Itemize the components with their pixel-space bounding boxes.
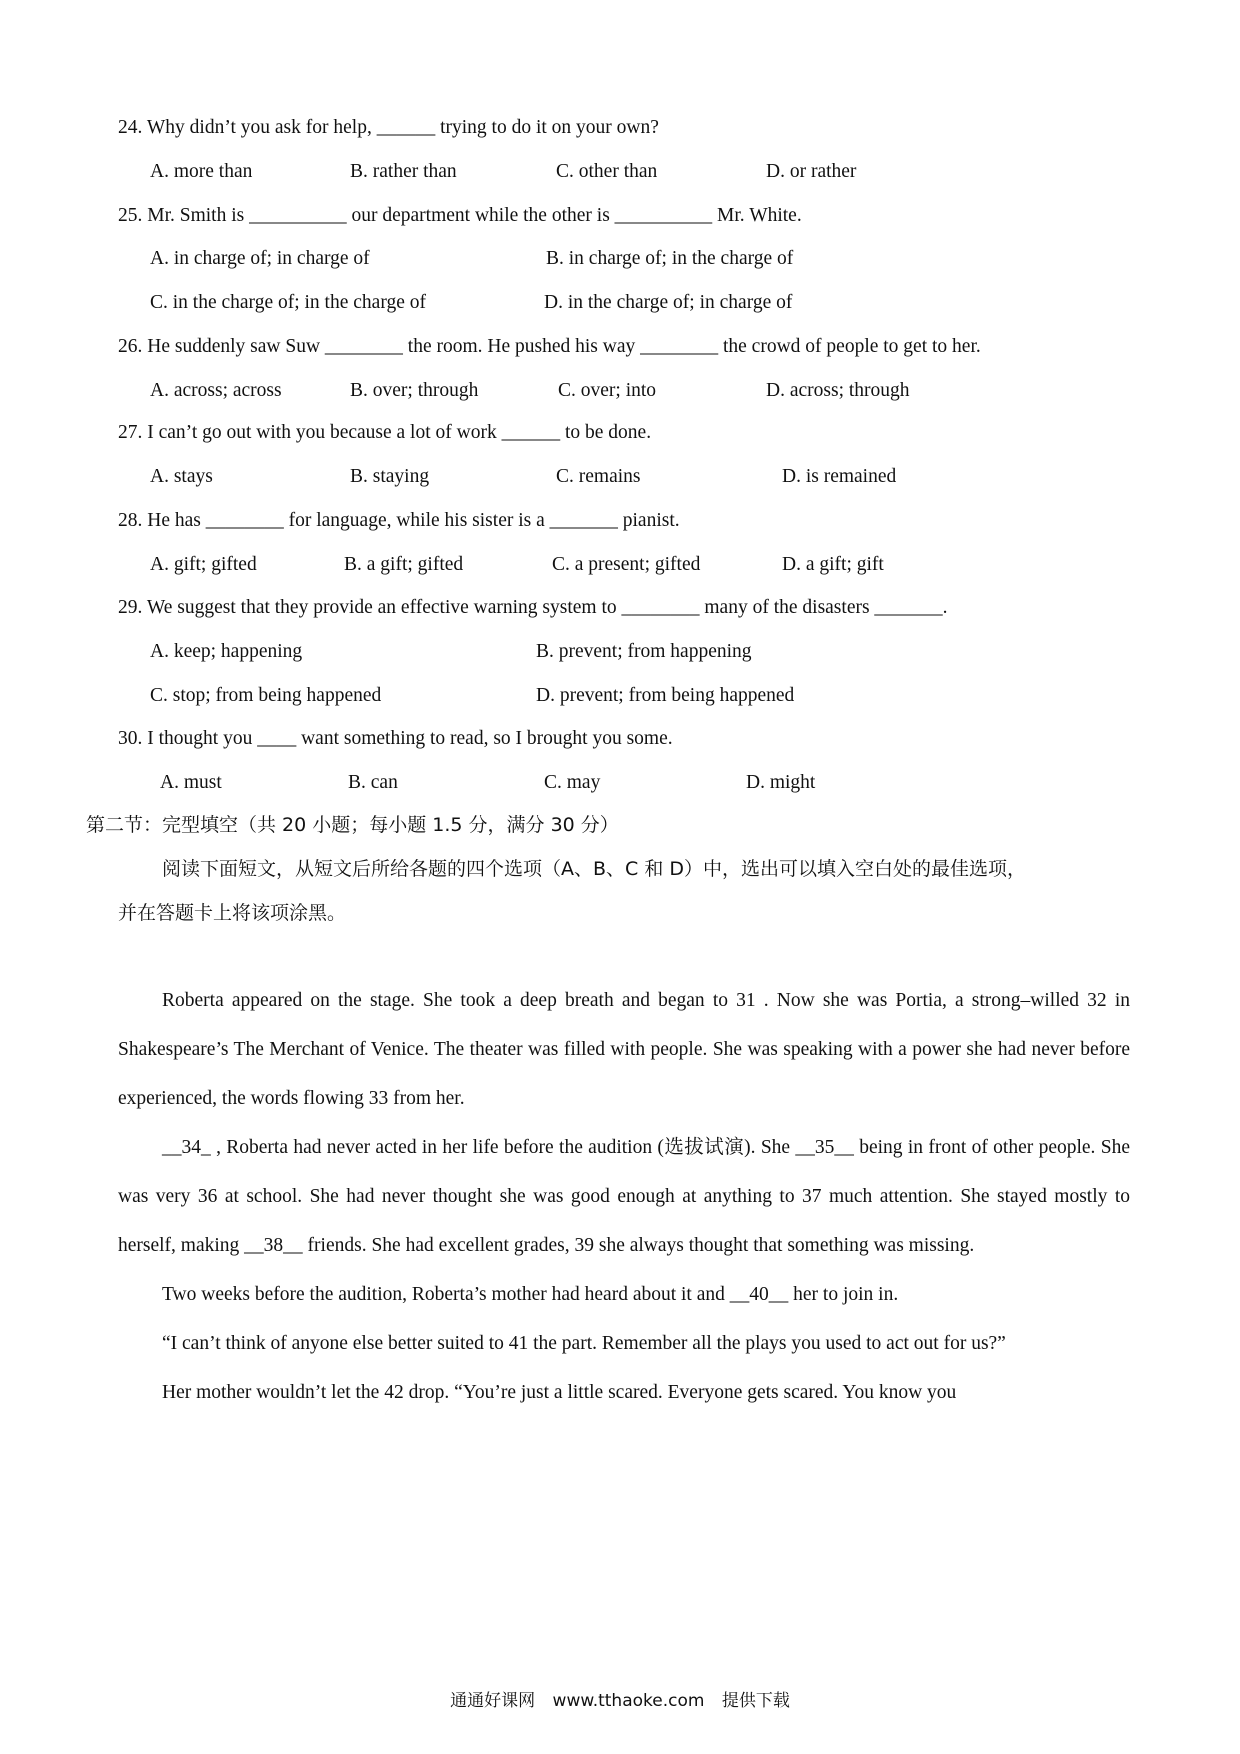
footer-site-name: 通通好课网	[450, 1691, 536, 1711]
q29-option-c: C. stop; from being happened	[150, 685, 382, 706]
q28-option-c: C. a present; gifted	[552, 554, 701, 575]
passage-paragraph-5: Her mother wouldn’t let the 42 drop. “You’re just a little scared. Everyone gets scared. You know you	[162, 1382, 957, 1403]
q29-option-b: B. prevent; from happening	[536, 641, 752, 662]
question-25: 25. Mr. Smith is __________ our department while the other is __________ Mr. White.	[118, 205, 802, 226]
page-footer	[0, 1686, 1240, 1711]
passage-paragraph-1: Roberta appeared on the stage. She took a deep breath and began to 31 . Now she was Portia, a strong–willed 32 in Shakespeare’s The Merchant of Venice. The theater was filled with people. She was speaking with a power she had never before experienced, the words flowing 33 from her.	[118, 990, 1130, 1109]
passage-paragraph-2: __34_ , Roberta had never acted in her life before the audition (选拔试演). She __35__ being in front of other people. She was very 36 at school. She had never thought she was good enough at anything to 37 much attention. She stayed mostly to herself, making __38__ friends. She had excellent grades, 39 she always thought that something was missing.	[118, 1137, 1130, 1256]
q30-option-a: A. must	[160, 772, 222, 793]
q29-option-a: A. keep; happening	[150, 641, 303, 662]
section-instruction-line1: 阅读下面短文，从短文后所给各题的四个选项（A、B、C 和 D）中，选出可以填入空白处的最佳选项，	[162, 858, 1027, 880]
q25-option-b: B. in charge of; in the charge of	[546, 248, 794, 269]
cloze-passage	[118, 976, 1130, 1417]
passage-paragraph-3: Two weeks before the audition, Roberta’s mother had heard about it and __40__ her to join in.	[162, 1284, 899, 1305]
q26-option-d: D. across; through	[766, 380, 910, 401]
footer-suffix: 提供下载	[721, 1691, 790, 1711]
q28-option-b: B. a gift; gifted	[344, 554, 464, 575]
q26-option-b: B. over; through	[350, 380, 479, 401]
footer-url[interactable]: www.tthaoke.com	[552, 1691, 705, 1711]
question-28: 28. He has ________ for language, while his sister is a _______ pianist.	[118, 510, 680, 531]
question-30: 30. I thought you ____ want something to read, so I brought you some.	[118, 728, 673, 749]
q28-option-a: A. gift; gifted	[150, 554, 257, 575]
question-26: 26. He suddenly saw Suw ________ the room. He pushed his way ________ the crowd of people to get to her.	[118, 336, 981, 357]
q30-option-b: B. can	[348, 772, 398, 793]
section-instruction-line2: 并在答题卡上将该项涂黑。	[118, 902, 347, 924]
q30-option-c: C. may	[544, 772, 601, 793]
q24-option-d: D. or rather	[766, 161, 857, 182]
q27-option-d: D. is remained	[782, 466, 897, 487]
q29-option-d: D. prevent; from being happened	[536, 685, 795, 706]
question-24: 24. Why didn’t you ask for help, ______ trying to do it on your own?	[118, 117, 659, 138]
question-27: 27. I can’t go out with you because a lot of work ______ to be done.	[118, 422, 652, 443]
q26-option-c: C. over; into	[558, 380, 657, 401]
q27-option-c: C. remains	[556, 466, 641, 487]
q24-option-c: C. other than	[556, 161, 658, 182]
q28-option-d: D. a gift; gift	[782, 554, 884, 575]
q27-option-a: A. stays	[150, 466, 213, 487]
q30-option-d: D. might	[746, 772, 816, 793]
question-29: 29. We suggest that they provide an effective warning system to ________ many of the disasters _______.	[118, 597, 948, 618]
q24-option-a: A. more than	[150, 161, 253, 182]
q24-option-b: B. rather than	[350, 161, 457, 182]
q27-option-b: B. staying	[350, 466, 430, 487]
q25-option-a: A. in charge of; in charge of	[150, 248, 370, 269]
q26-option-a: A. across; across	[150, 380, 282, 401]
q25-option-c: C. in the charge of; in the charge of	[150, 292, 426, 313]
q25-option-d: D. in the charge of; in charge of	[544, 292, 793, 313]
section-heading: 第二节：完型填空（共 20 小题；每小题 1.5 分，满分 30 分）	[86, 814, 619, 836]
passage-paragraph-4: “I can’t think of anyone else better suited to 41 the part. Remember all the plays you used to act out for us?”	[162, 1333, 1006, 1354]
